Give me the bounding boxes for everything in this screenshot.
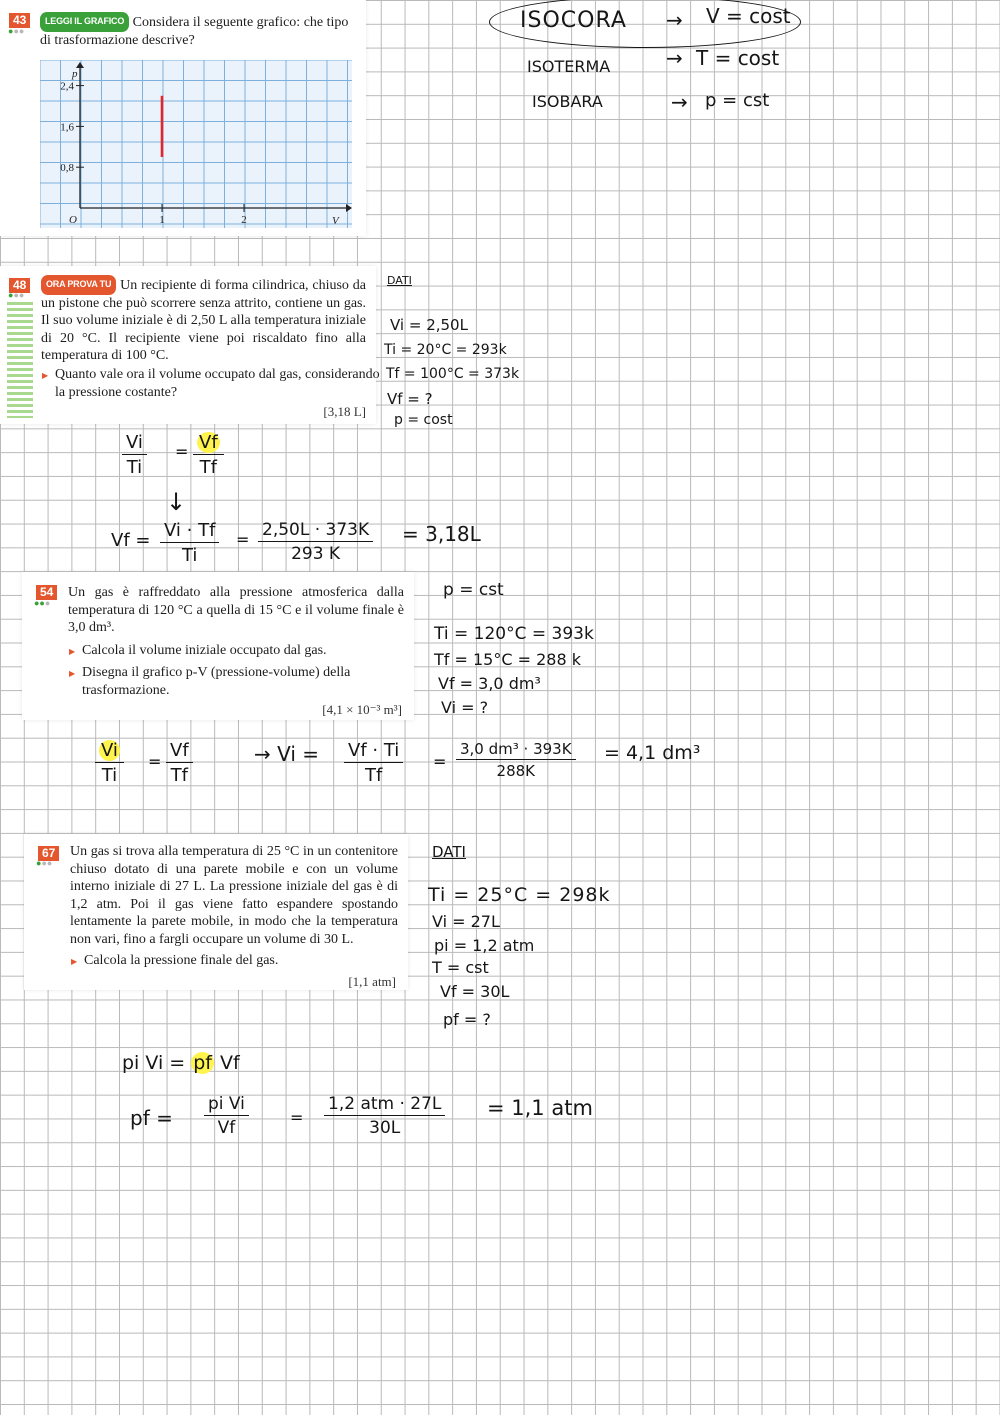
exercise-text: ORA PROVA TU Un recipiente di forma cilindrica, chiuso da un pistone che può scorrere senza attrito, contiene un gas. Il suo volume iniziale è di 2,50 L alla temperatura iniziale di 20 °C. Il recipiente viene poi riscaldato fino alla temperatura di 100 °C. xyxy=(41,275,366,365)
difficulty-dots: ●●● xyxy=(8,290,25,300)
graph-background xyxy=(40,60,352,228)
data-item: Tf = 100°C = 373k xyxy=(386,366,520,382)
isocora-rule: V = cost xyxy=(706,4,791,28)
formula-equals: = xyxy=(148,752,162,771)
formula-fraction: $\frac{Vf}{Tf}$ xyxy=(193,432,224,478)
exercise-number: 48 xyxy=(9,278,30,293)
data-title: DATI xyxy=(432,843,466,861)
arrow-right-icon: → xyxy=(666,46,683,70)
formula-lhs: pf = xyxy=(130,1106,173,1130)
formula-equals: = xyxy=(236,530,250,549)
data-item: Vf = 30L xyxy=(440,982,510,1001)
formula-fraction: $\frac{2,50L \cdot 373K}{293 K}$ xyxy=(258,520,373,564)
arrow-right-icon: → xyxy=(671,90,688,114)
exercise-67-card xyxy=(24,834,408,990)
exercise-answer: [3,18 L] xyxy=(323,404,366,419)
exercise-number: 43 xyxy=(9,13,30,28)
data-item: Vi = 2,50L xyxy=(390,316,468,334)
formula-result: = 4,1 dm³ xyxy=(604,742,701,764)
formula-fraction: $\frac{Vi}{Ti}$ xyxy=(95,740,124,786)
data-item: Ti = 20°C = 293k xyxy=(384,342,507,358)
data-item: pi = 1,2 atm xyxy=(434,936,535,955)
exercise-answer: [4,1 × 10⁻³ m³] xyxy=(322,702,402,717)
x-tick-label: 1 xyxy=(159,214,165,226)
formula-fraction: $\frac{Vf}{Tf}$ xyxy=(166,740,193,786)
data-item: T = cst xyxy=(432,958,489,977)
y-tick-label: 0,8 xyxy=(60,162,74,175)
data-title: DATI xyxy=(387,274,412,287)
difficulty-dots: ●●● xyxy=(36,858,53,868)
exercise-number: 67 xyxy=(38,846,59,861)
data-item: p = cost xyxy=(394,412,453,428)
exercise-question: ▶ Calcola la pressione finale del gas. xyxy=(70,952,412,970)
formula-equals: = xyxy=(433,752,447,771)
margin-stripes xyxy=(7,302,33,418)
exercise-54-card xyxy=(22,572,414,720)
data-item: p = cst xyxy=(443,580,504,600)
exercise-answer: [1,1 atm] xyxy=(348,974,396,989)
x-tick-label: O xyxy=(69,214,77,226)
exercise-question: ▶ Disegna il grafico p-V (pressione-volume) della trasformazione. xyxy=(68,664,412,699)
data-item: Vi = 27L xyxy=(432,912,500,931)
data-item: Vf = 3,0 dm³ xyxy=(438,674,541,693)
exercise-tag: ORA PROVA TU xyxy=(41,275,116,295)
formula-result: = 1,1 atm xyxy=(487,1096,593,1120)
data-item: Ti = 25°C = 298k xyxy=(428,884,611,906)
exercise-text: Un gas è raffreddato alla pressione atmosferica dalla temperatura di 120 °C a quella di 15 °C e il volume finale è 3,0 dm³. xyxy=(68,585,404,636)
exercise-question: ▶ Calcola il volume iniziale occupato dal gas. xyxy=(68,642,412,660)
arrow-right-icon: → xyxy=(666,8,683,32)
isobara-label: ISOBARA xyxy=(532,92,603,111)
isoterma-rule: T = cost xyxy=(696,46,780,70)
exercise-43-card xyxy=(0,0,366,236)
isobara-rule: p = cst xyxy=(705,90,770,111)
exercise-number: 54 xyxy=(36,585,57,600)
formula-arrow: → Vi = xyxy=(254,742,320,766)
isocora-label: ISOCORA xyxy=(520,8,627,33)
formula-result: = 3,18L xyxy=(402,522,481,546)
isoterma-label: ISOTERMA xyxy=(527,57,611,76)
formula-lhs: Vf = xyxy=(111,530,151,551)
exercise-text: Un gas si trova alla temperatura di 25 °C in un contenitore chiuso dotato di una parete mobile e con un volume interno iniziale di 27 L. La pressione iniziale del gas è di 1,2 atm. Poi il gas viene fatto espandere spostando lentamente la parete mobile, in modo che la temperatura non vari, fino a fargli occupare un volume di 30 L. xyxy=(70,844,398,947)
formula-fraction: $\frac{\text{pi Vi}}{Vf}$ xyxy=(204,1094,249,1138)
data-item: Ti = 120°C = 393k xyxy=(434,624,594,644)
y-tick-label: 1,6 xyxy=(60,121,74,134)
x-axis-label: V xyxy=(332,215,339,227)
formula-fraction: $\frac{\text{3,0 dm³ · 393K}}{288K}$ xyxy=(456,740,576,780)
formula-fraction: $\frac{Vi}{Ti}$ xyxy=(122,432,147,478)
pv-graph xyxy=(40,60,352,228)
exercise-text: LEGGI IL GRAFICO Considera il seguente grafico: che tipo di trasformazione descrive? xyxy=(40,12,362,49)
formula-fraction: 1,2 atm · 27L 30L xyxy=(324,1094,445,1138)
difficulty-dots: ●●● xyxy=(8,26,25,36)
formula-fraction: $\frac{Vi \cdot Tf}{Ti}$ xyxy=(160,520,219,566)
exercise-tag: LEGGI IL GRAFICO xyxy=(40,12,129,32)
arrow-down-icon: ↓ xyxy=(166,488,187,516)
data-item: Vi = ? xyxy=(441,698,489,717)
formula-equals: = xyxy=(175,442,189,461)
formula-equals: = xyxy=(290,1108,304,1127)
x-tick-label: 2 xyxy=(241,214,247,226)
formula-fraction: $\frac{Vf \cdot Ti}{Tf}$ xyxy=(344,740,403,786)
exercise-48-card xyxy=(0,266,380,424)
exercise-question: ▶ Quanto vale ora il volume occupato dal gas, considerando la pressione costante? xyxy=(41,366,380,401)
difficulty-dots: ●●● xyxy=(34,598,51,608)
data-item: Tf = 15°C = 288 k xyxy=(434,650,581,669)
y-axis-label: p xyxy=(72,68,78,80)
formula-line: pi Vi = pf Vf xyxy=(122,1052,240,1074)
data-item: pf = ? xyxy=(443,1010,491,1029)
data-item: Vf = ? xyxy=(387,390,433,408)
y-tick-label: 2,4 xyxy=(60,80,74,93)
